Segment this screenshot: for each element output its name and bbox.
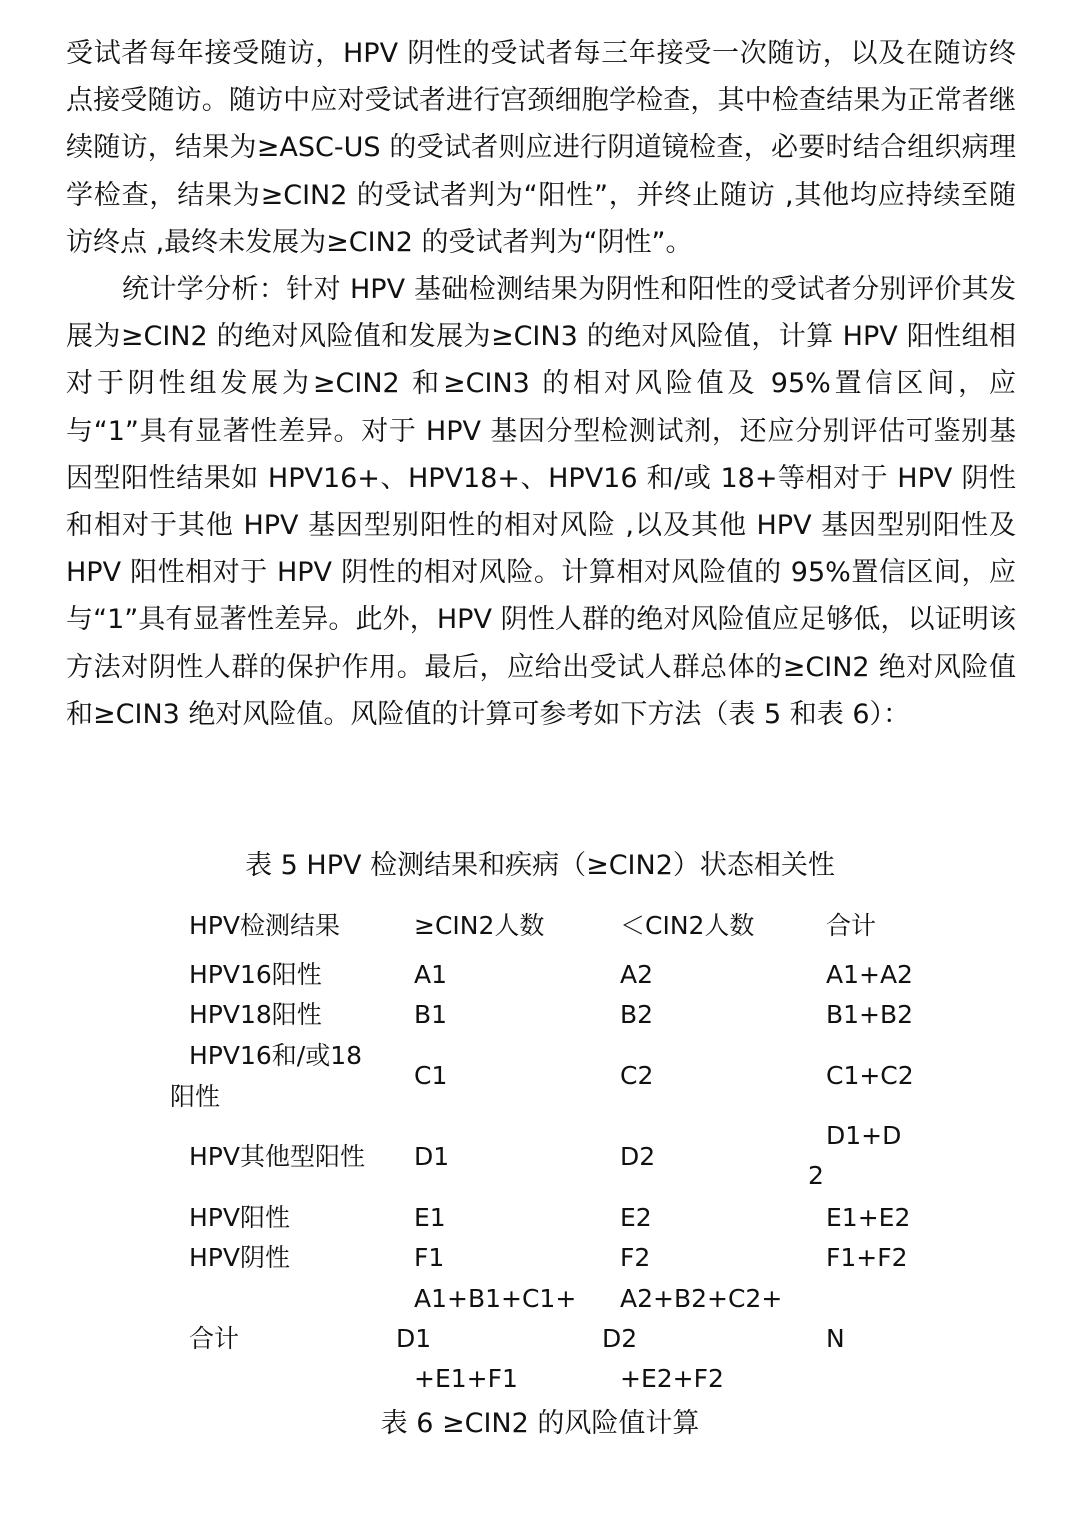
table-cell: D2 [620, 1142, 656, 1171]
table5-caption: 表 5 HPV 检测结果和疾病（≥CIN2）状态相关性 [245, 850, 835, 881]
table-cell: HPV阴性 [189, 1243, 290, 1272]
table-cell: B2 [620, 1000, 654, 1029]
table-cell: N [826, 1324, 845, 1353]
table-cell: HPV16和/或18 [189, 1041, 363, 1070]
table-cell: HPV18阳性 [189, 1000, 322, 1029]
table-cell: HPV其他型阳性 [189, 1142, 365, 1171]
table-header-cell: ＜CIN2人数 [620, 911, 755, 940]
table-cell: HPV阳性 [189, 1203, 290, 1232]
table-cell: C1 [414, 1061, 448, 1090]
table-cell: B1 [414, 1000, 448, 1029]
table-cell: 2 [808, 1161, 824, 1190]
table6-caption: 表 6 ≥CIN2 的风险值计算 [380, 1408, 700, 1439]
table-cell: D1 [396, 1324, 432, 1353]
table-header-cell: 合计 [826, 911, 877, 940]
table-header-cell: HPV检测结果 [189, 911, 340, 940]
table-cell: A1+A2 [826, 960, 913, 989]
table-cell: B1+B2 [826, 1000, 914, 1029]
table-cell: E1+E2 [826, 1203, 911, 1232]
table-cell: A2+B2+C2+ [620, 1284, 783, 1313]
table-cell: 阳性 [170, 1082, 221, 1111]
body-paragraph: 统计学分析：针对 HPV 基础检测结果为阴性和阳性的受试者分别评价其发展为≥CIN2 的绝对风险值和发展为≥CIN3 的绝对风险值，计算 HPV 阳性组相对于阴性组发展为≥CIN2 和≥CIN3 的相对风险值及 95%置信区间，应与“1”具有显著性差异。对于 HPV 基因分型检测试剂，还应分别评估可鉴别基因型阳性结果如 HPV16+、HPV18+、HPV16 和/或 18+等相对于 HPV 阴性和相对于其他 HPV 基因型别阳性的相对风险 ,以及其他 HPV 基因型别阳性及 HPV 阳性相对于 HPV 阴性的相对风险。计算相对风险值的 95%置信区间，应与“1”具有显著性差异。此外，HPV 阴性人群的绝对风险值应足够低，以证明该方法对阴性人群的保护作用。最后，应给出受试人群总体的≥CIN2 绝对风险值和≥CIN3 绝对风险值。风险值的计算可参考如下方法（表 5 和表 6）： [66, 274, 1016, 730]
table-cell: A1 [414, 960, 448, 989]
table-cell: D2 [602, 1324, 638, 1353]
table-cell: +E2+F2 [620, 1364, 724, 1393]
table-cell: +E1+F1 [414, 1364, 518, 1393]
table-cell: A2 [620, 960, 654, 989]
table-cell: C2 [620, 1061, 654, 1090]
table-cell: F1+F2 [826, 1243, 908, 1272]
table-cell: A1+B1+C1+ [414, 1284, 577, 1313]
table-cell: C1+C2 [826, 1061, 914, 1090]
table-cell: E1 [414, 1203, 446, 1232]
table-cell: D1 [414, 1142, 450, 1171]
table-cell: F2 [620, 1243, 651, 1272]
table-cell: F1 [414, 1243, 445, 1272]
table-cell: E2 [620, 1203, 652, 1232]
body-paragraph: 受试者每年接受随访，HPV 阴性的受试者每三年接受一次随访，以及在随访终点接受随访。随访中应对受试者进行宫颈细胞学检查，其中检查结果为正常者继续随访，结果为≥ASC-US 的受试者则应进行阴道镜检查，必要时结合组织病理学检查，结果为≥CIN2 的受试者判为“阳性”，并终止随访 ,其他均应持续至随访终点 ,最终未发展为≥CIN2 的受试者判为“阴性”。 [66, 38, 1016, 258]
table-cell: D1+D [826, 1121, 902, 1150]
table-header-cell: ≥CIN2人数 [414, 911, 545, 940]
table-cell: 合计 [189, 1324, 240, 1353]
table-cell: HPV16阳性 [189, 960, 322, 989]
